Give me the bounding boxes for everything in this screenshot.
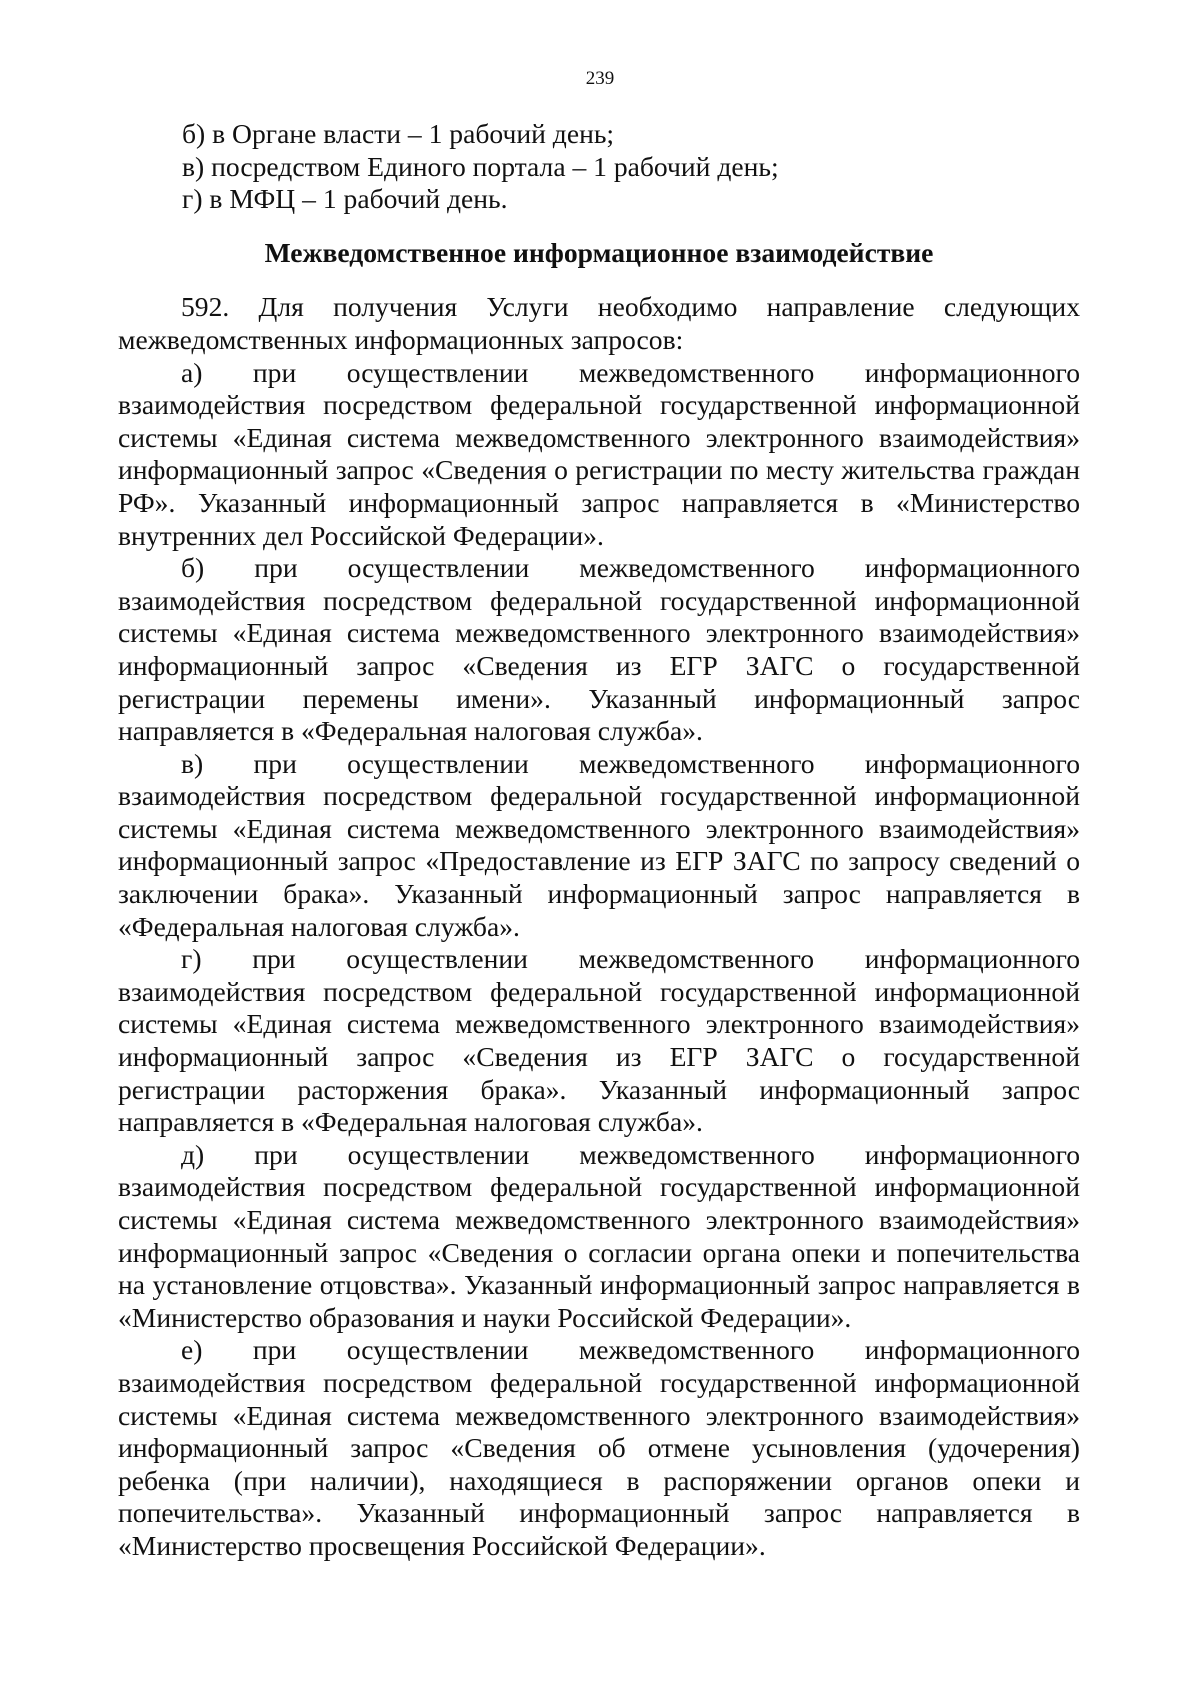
section-heading: Межведомственное информационное взаимодействие [264,236,934,268]
paragraph-item-a: а) при осуществлении межведомственного информационного взаимодействия посредством федеральной государственной информационной системы «Единая система межведомственного электронного взаимодействия» информационный запрос «Сведения о регистрации по месту жительства граждан РФ». Указанный информационный запрос направляется в «Министерство внутренних дел Российской Федерации». [118,356,1080,551]
paragraph-item-v: в) при осуществлении межведомственного информационного взаимодействия посредством федеральной государственной информационной системы «Единая система межведомственного электронного взаимодействия» информационный запрос «Предоставление из ЕГР ЗАГС по запросу сведений о заключении брака». Указанный информационный запрос направляется в «Федеральная налоговая служба». [118,747,1080,942]
page-number: 239 [585,68,615,89]
document-body [118,118,1080,1563]
paragraph-item-g: г) при осуществлении межведомственного информационного взаимодействия посредством федеральной государственной информационной системы «Единая система межведомственного электронного взаимодействия» информационный запрос «Сведения из ЕГР ЗАГС о государственной регистрации расторжения брака». Указанный информационный запрос направляется в «Федеральная налоговая служба». [118,943,1080,1138]
paragraph-item-e: е) при осуществлении межведомственного информационного взаимодействия посредством федеральной государственной информационной системы «Единая система межведомственного электронного взаимодействия» информационный запрос «Сведения об отмене усыновления (удочерения) ребенка (при наличии), находящиеся в распоряжении органов опеки и попечительства». Указанный информационный запрос направляется в «Министерство просвещения Российской Федерации». [118,1334,1080,1561]
paragraph-592: 592. Для получения Услуги необходимо направление следующих межведомственных информационных запросов: [118,291,1080,355]
list-item: в) посредством Единого портала – 1 рабочий день; [182,150,779,182]
paragraph-item-b: б) при осуществлении межведомственного информационного взаимодействия посредством федеральной государственной информационной системы «Единая система межведомственного электронного взаимодействия» информационный запрос «Сведения из ЕГР ЗАГС о государственной регистрации перемены имени». Указанный информационный запрос направляется в «Федеральная налоговая служба». [118,552,1080,747]
list-item: б) в Органе власти – 1 рабочий день; [182,118,615,149]
deadline-list [118,118,1080,216]
list-item: г) в МФЦ – 1 рабочий день. [182,183,508,215]
paragraph-item-d: д) при осуществлении межведомственного информационного взаимодействия посредством федеральной государственной информационной системы «Единая система межведомственного электронного взаимодействия» информационный запрос «Сведения о согласии органа опеки и попечительства на установление отцовства». Указанный информационный запрос направляется в «Министерство образования и науки Российской Федерации». [118,1138,1080,1333]
